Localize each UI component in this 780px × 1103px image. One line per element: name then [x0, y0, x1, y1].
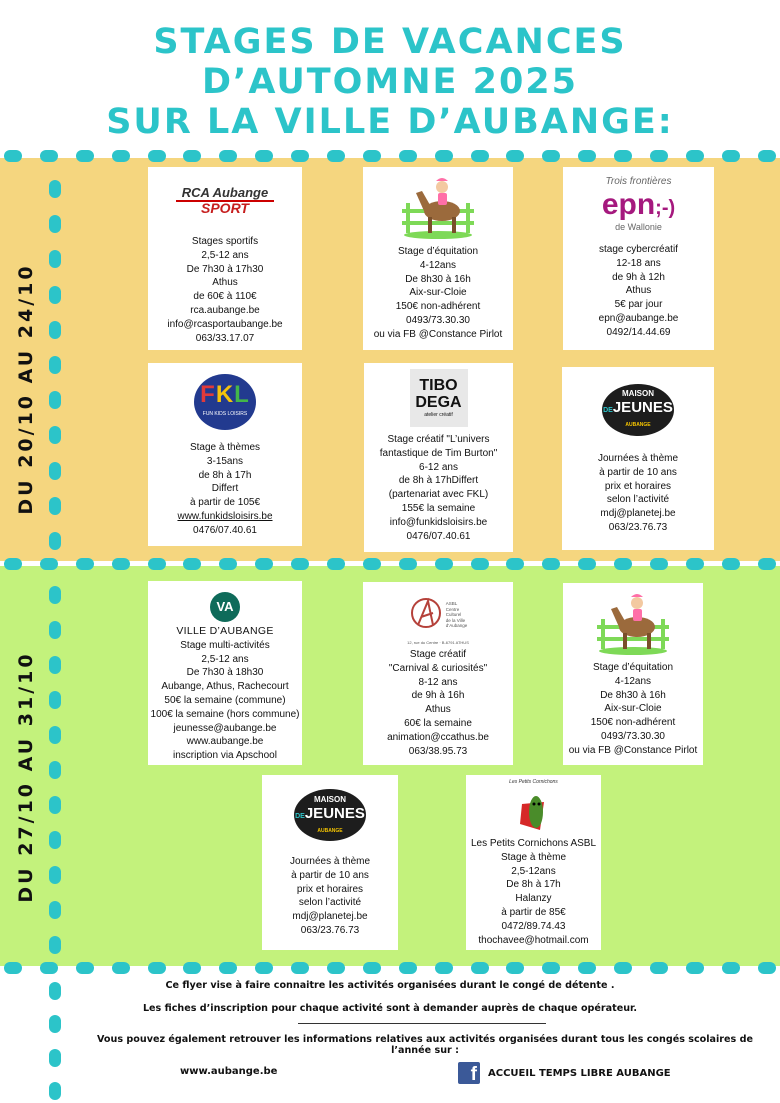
- footer-facebook[interactable]: [458, 1062, 671, 1084]
- dash-mark: [399, 558, 417, 570]
- dash-mark: [506, 150, 524, 162]
- dash-mark: [327, 558, 345, 570]
- title-line-2: D’AUTOMNE 2025: [201, 62, 579, 102]
- maison-de-jeunes-logo: MAISON DEJEUNES AUBANGE: [564, 367, 712, 452]
- email-link[interactable]: info@rcasportaubange.be: [167, 318, 283, 330]
- card-details: Stage d’équitation 4-12ans De 8h30 à 16h Aix-sur-Cloie 150€ non-adhérent 0493/73.30.30 ou via FB @Constance Pirlot: [568, 662, 698, 756]
- dash-mark: [49, 180, 61, 198]
- dash-mark: [686, 962, 704, 974]
- dash-mark: [49, 1049, 61, 1067]
- dash-mark: [327, 962, 345, 974]
- dash-mark: [49, 215, 61, 233]
- card-epn: [563, 167, 714, 350]
- dash-mark: [49, 796, 61, 814]
- card-equitation-2: [563, 583, 703, 765]
- card-details: VILLE D’AUBANGE Stage multi-activités 2,5-12 ans De 7h30 à 18h30 Aubange, Athus, Rachecourt 50€ la semaine (commune) 100€ la semaine (hors commune) jeunesse@aubange.be www.aubange.be inscription via Apschool: [150, 625, 300, 762]
- card-details: stage cybercréatif 12-18 ans de 9h à 12h Athus 5€ par jour epn@aubange.be 0492/14.44.69: [565, 243, 712, 340]
- card-fkl: [148, 363, 302, 546]
- dash-mark: [471, 150, 489, 162]
- dash-mark: [40, 962, 58, 974]
- dash-mark: [112, 150, 130, 162]
- pickle-hero-icon: [514, 790, 554, 836]
- dash-mark: [49, 1082, 61, 1100]
- website-link[interactable]: rca.aubange.be: [190, 304, 260, 316]
- dash-mark: [183, 558, 201, 570]
- title-line-3: SUR LA VILLE D’AUBANGE:: [106, 102, 674, 142]
- dash-mark: [148, 962, 166, 974]
- facebook-page-label: ACCUEIL TEMPS LIBRE AUBANGE: [488, 1067, 671, 1079]
- ville-aubange-logo: VA: [150, 581, 300, 625]
- email-link[interactable]: animation@ccathus.be: [387, 731, 489, 743]
- dash-mark: [542, 150, 560, 162]
- dashed-separator-top: [0, 150, 780, 162]
- card-details: Journées à thème à partir de 10 ans prix et horaires selon l’activité mdj@planetej.be 063/23.76.73: [564, 452, 712, 535]
- dash-mark: [49, 532, 61, 550]
- dash-mark: [758, 962, 776, 974]
- dash-mark: [650, 558, 668, 570]
- dash-mark: [435, 150, 453, 162]
- card-details: Stage créatif "Carnival & curiosités" 8-12 ans de 9h à 16h Athus 60€ la semaine animation@ccathus.be 063/38.95.73: [365, 648, 511, 758]
- dash-mark: [183, 150, 201, 162]
- dash-mark: [686, 558, 704, 570]
- email-link[interactable]: mdj@planetej.be: [292, 911, 368, 923]
- dash-mark: [49, 866, 61, 884]
- dash-mark: [49, 621, 61, 639]
- dash-mark: [506, 962, 524, 974]
- dash-mark: [49, 936, 61, 954]
- dash-mark: [4, 962, 22, 974]
- card-details: Journées à thème à partir de 10 ans prix et horaires selon l’activité mdj@planetej.be 063/23.76.73: [264, 855, 396, 938]
- centre-culturel-emblem: [409, 595, 443, 635]
- website-link[interactable]: www.aubange.be: [186, 736, 264, 748]
- page-title: [0, 22, 780, 142]
- card-centre-culturel: ASBL Centre Culturel de la Ville d’Aubange 12, rue du Centre · B-6791 ATHUS Stage créatif "Carnival & curiosités" 8-12 ans de 9h à 16h Athus 60€ la semaine animation@ccathus.be 063/38.95.73: [363, 582, 513, 765]
- dashed-vertical-week2: [49, 586, 61, 954]
- card-tibo-dega: [364, 363, 513, 552]
- dash-mark: [471, 962, 489, 974]
- dash-mark: [471, 558, 489, 570]
- title-line-1: STAGES DE VACANCES: [153, 22, 627, 62]
- dash-mark: [49, 1015, 61, 1033]
- dash-mark: [255, 150, 273, 162]
- dashed-separator-middle: [0, 558, 780, 570]
- dash-mark: [542, 558, 560, 570]
- email-link[interactable]: jeunesse@aubange.be: [173, 722, 277, 734]
- footer-note-1: Ce flyer vise à faire connaitre les activités organisées durant le congé de détente .: [165, 980, 615, 991]
- email-link[interactable]: epn@aubange.be: [598, 312, 679, 324]
- dash-mark: [722, 150, 740, 162]
- dash-mark: [76, 150, 94, 162]
- dash-mark: [614, 962, 632, 974]
- dash-mark: [49, 726, 61, 744]
- dash-mark: [435, 558, 453, 570]
- horse-rider-icon: [565, 583, 701, 661]
- card-maison-de-jeunes-1: [562, 367, 714, 550]
- dash-mark: [148, 150, 166, 162]
- dash-mark: [614, 150, 632, 162]
- rca-sport-logo: RCA Aubange SPORT: [150, 167, 300, 235]
- dash-mark: [76, 962, 94, 974]
- dash-mark: [542, 962, 560, 974]
- dash-mark: [49, 901, 61, 919]
- card-details: Stages sportifs 2,5-12 ans De 7h30 à 17h30 Athus de 60€ à 110€ rca.aubange.be info@rcasportaubange.be 063/33.17.07: [150, 235, 300, 345]
- tibo-dega-logo: TIBO DEGA atelier créatif: [366, 363, 511, 433]
- dash-mark: [363, 558, 381, 570]
- period-week2: DU 27/10 AU 31/10: [15, 651, 37, 903]
- dash-mark: [49, 462, 61, 480]
- email-link[interactable]: mdj@planetej.be: [600, 508, 676, 520]
- dash-mark: [40, 150, 58, 162]
- dash-mark: [506, 558, 524, 570]
- dash-mark: [578, 558, 596, 570]
- card-details: Stage à thèmes 3-15ans de 8h à 17h Differt à partir de 105€ www.funkidsloisirs.be 0476/07.40.61: [150, 441, 300, 538]
- email-link[interactable]: thochavee@hotmail.com: [478, 934, 589, 946]
- dash-mark: [255, 962, 273, 974]
- dash-mark: [49, 321, 61, 339]
- card-details: Stage créatif "L’univers fantastique de Tim Burton" 6-12 ans de 8h à 17hDiffert (partenariat avec FKL) 155€ la semaine info@funkidsloisirs.be 0476/07.40.61: [366, 433, 511, 543]
- dash-mark: [49, 586, 61, 604]
- dashed-vertical-week1: [49, 180, 61, 550]
- dash-mark: [722, 962, 740, 974]
- dash-mark: [148, 558, 166, 570]
- dash-mark: [327, 150, 345, 162]
- dash-mark: [399, 150, 417, 162]
- dash-mark: [49, 356, 61, 374]
- dash-mark: [686, 150, 704, 162]
- card-maison-de-jeunes-2: [262, 775, 398, 950]
- dash-mark: [219, 558, 237, 570]
- dash-mark: [4, 558, 22, 570]
- dash-mark: [650, 150, 668, 162]
- dash-mark: [758, 150, 776, 162]
- fkl-logo: FKL FUN KIDS LOISIRS: [150, 363, 300, 441]
- website-link[interactable]: www.funkidsloisirs.be: [177, 510, 273, 522]
- dash-mark: [49, 656, 61, 674]
- dash-mark: [112, 962, 130, 974]
- dash-mark: [49, 426, 61, 444]
- email-link[interactable]: info@funkidsloisirs.be: [389, 516, 488, 528]
- dash-mark: [291, 962, 309, 974]
- period-week1: DU 20/10 AU 24/10: [15, 263, 37, 515]
- dash-mark: [363, 150, 381, 162]
- dash-mark: [291, 558, 309, 570]
- dashed-vertical-footer: [49, 982, 61, 1100]
- card-petits-cornichons: [466, 775, 601, 950]
- dash-mark: [49, 497, 61, 515]
- dash-mark: [758, 558, 776, 570]
- dash-mark: [49, 761, 61, 779]
- dash-mark: [650, 962, 668, 974]
- dash-mark: [40, 558, 58, 570]
- petits-cornichons-logo: Les Petits Cornichons: [468, 775, 599, 837]
- dash-mark: [76, 558, 94, 570]
- dash-mark: [49, 691, 61, 709]
- dashed-separator-bottom: [0, 962, 780, 974]
- horse-rider-icon: [365, 167, 511, 245]
- card-rca-sport: [148, 167, 302, 350]
- dash-mark: [112, 558, 130, 570]
- maison-de-jeunes-logo: MAISON DEJEUNES AUBANGE: [264, 775, 396, 855]
- dash-mark: [49, 286, 61, 304]
- dash-mark: [183, 962, 201, 974]
- dash-mark: [49, 250, 61, 268]
- dash-mark: [255, 558, 273, 570]
- dash-mark: [435, 962, 453, 974]
- dash-mark: [49, 831, 61, 849]
- card-details: Stage d’équitation 4-12ans De 8h30 à 16h Aix-sur-Cloie 150€ non-adhérent 0493/73.30.30 ou via FB @Constance Pirlot: [373, 246, 503, 340]
- footer-website-link[interactable]: www.aubange.be: [180, 1066, 278, 1077]
- dash-mark: [722, 558, 740, 570]
- dash-mark: [363, 962, 381, 974]
- dash-mark: [614, 558, 632, 570]
- card-equitation-1: [363, 167, 513, 350]
- footer-note-3: Vous pouvez également retrouver les informations relatives aux activités organisées durant tous les congés scolaires de l’année sur :: [97, 1034, 753, 1056]
- footer-note-2: Les fiches d’inscription pour chaque activité sont à demander auprès de chaque opérateur.: [142, 1003, 638, 1014]
- dash-mark: [219, 150, 237, 162]
- dash-mark: [4, 150, 22, 162]
- epn-logo: Trois frontières epn;-) de Wallonie: [601, 176, 676, 232]
- card-details: Les Petits Cornichons ASBL Stage à thème 2,5-12ans De 8h à 17h Halanzy à partir de 85€ 0472/89.74.43 thochavee@hotmail.com: [468, 837, 599, 947]
- dash-mark: [578, 150, 596, 162]
- centre-culturel-logo: ASBL Centre Culturel de la Ville d’Aubange: [365, 582, 511, 648]
- facebook-icon: f: [458, 1062, 480, 1084]
- card-ville-aubange: [148, 581, 302, 765]
- footer-divider: [298, 1023, 546, 1024]
- dash-mark: [578, 962, 596, 974]
- dash-mark: [291, 150, 309, 162]
- dash-mark: [399, 962, 417, 974]
- dash-mark: [49, 391, 61, 409]
- dash-mark: [219, 962, 237, 974]
